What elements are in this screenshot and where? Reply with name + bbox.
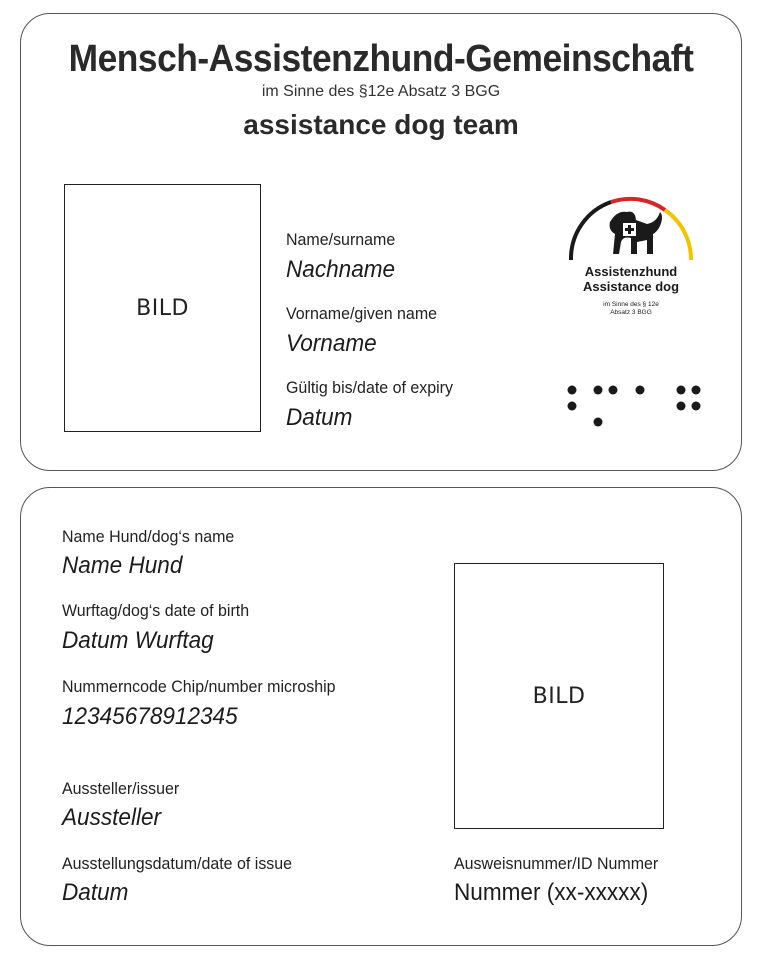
issuer-label: Aussteller/issuer bbox=[62, 779, 180, 798]
id-number-value: Nummer (xx-xxxxx) bbox=[454, 879, 649, 906]
logo-text-line2: Assistance dog bbox=[582, 279, 680, 294]
id-card-front bbox=[20, 13, 742, 471]
id-card-back bbox=[20, 487, 742, 946]
dog-birthdate-value: Datum Wurftag bbox=[62, 627, 214, 654]
dog-name-label: Name Hund/dog‘s name bbox=[62, 527, 235, 546]
expiry-label: Gültig bis/date of expiry bbox=[286, 378, 453, 397]
surname-value: Nachname bbox=[286, 256, 396, 283]
photo-placeholder-label: BILD bbox=[532, 683, 586, 709]
braille-dot bbox=[636, 386, 645, 395]
assistance-dog-logo bbox=[561, 190, 701, 330]
braille-dot bbox=[568, 402, 577, 411]
issue-date-value: Datum bbox=[62, 879, 129, 906]
logo-text-line4: Absatz 3 BGG bbox=[610, 309, 652, 316]
braille-dot bbox=[692, 386, 701, 395]
logo-text-line3: im Sinne des § 12e bbox=[603, 301, 659, 308]
given-name-value: Vorname bbox=[286, 330, 377, 357]
photo-placeholder-label: BILD bbox=[136, 295, 189, 321]
braille-dot bbox=[568, 386, 577, 395]
dog-birthdate-label: Wurftag/dog‘s date of birth bbox=[62, 601, 250, 620]
owner-photo-placeholder bbox=[64, 184, 261, 432]
logo-text-line1: Assistenzhund bbox=[584, 264, 678, 279]
surname-label: Name/surname bbox=[286, 230, 396, 249]
chip-number-label: Nummerncode Chip/number microship bbox=[62, 677, 336, 696]
dog-photo-placeholder bbox=[454, 563, 664, 829]
card-english-title: assistance dog team bbox=[243, 109, 519, 140]
braille-dot bbox=[677, 386, 686, 395]
expiry-value: Datum bbox=[286, 404, 353, 431]
id-number-label: Ausweisnummer/ID Nummer bbox=[454, 854, 659, 873]
given-name-label: Vorname/given name bbox=[286, 304, 438, 323]
braille-marking bbox=[561, 382, 711, 432]
issue-date-label: Ausstellungsdatum/date of issue bbox=[62, 854, 293, 873]
braille-dot bbox=[609, 386, 618, 395]
braille-dot bbox=[692, 402, 701, 411]
dog-name-value: Name Hund bbox=[62, 552, 183, 579]
card-title: Mensch-Assistenzhund-Gemeinschaft bbox=[68, 38, 694, 80]
issuer-value: Aussteller bbox=[62, 804, 162, 831]
card-subtitle: im Sinne des §12e Absatz 3 BGG bbox=[261, 83, 501, 100]
chip-number-value: 12345678912345 bbox=[62, 703, 238, 730]
braille-dot bbox=[594, 418, 603, 427]
braille-dot bbox=[677, 402, 686, 411]
braille-dot bbox=[594, 386, 603, 395]
